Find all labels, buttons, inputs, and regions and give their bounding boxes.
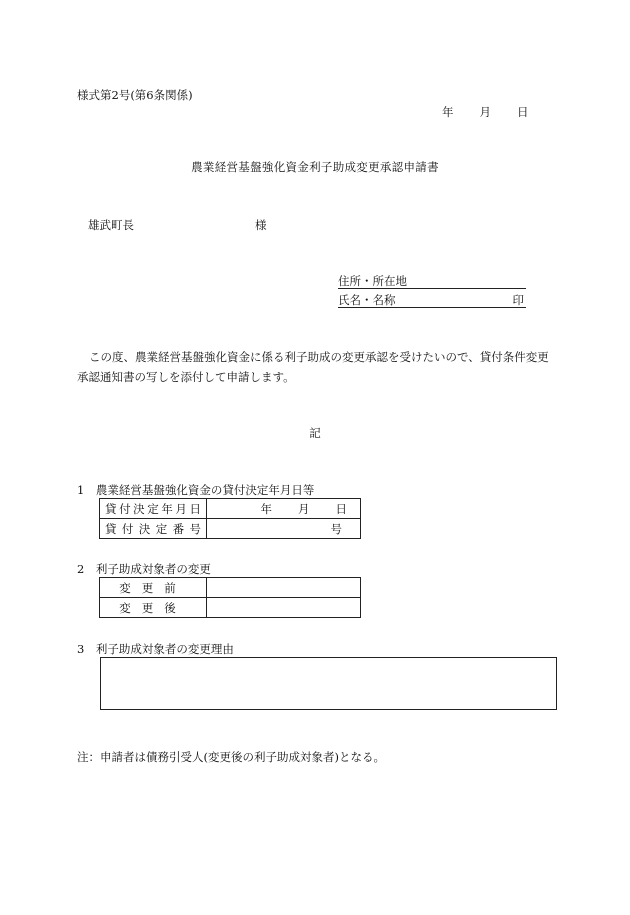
- number-suffix: 号: [330, 521, 342, 536]
- before-change-field[interactable]: [207, 578, 361, 598]
- section-3-heading: 3 利子助成対象者の変更理由: [77, 642, 234, 656]
- after-change-field[interactable]: [207, 598, 361, 618]
- table-row: [100, 598, 361, 618]
- date-month-label: 月: [479, 105, 491, 119]
- loan-month-label: 月: [298, 501, 310, 516]
- date-day-label: 日: [517, 105, 529, 119]
- applicant-address-label: 住所・所在地: [338, 274, 407, 288]
- addressee-name: 雄武町長: [88, 218, 134, 232]
- date-year-label: 年: [442, 105, 454, 119]
- loan-decision-date-label: 貸付決定年月日: [100, 499, 207, 519]
- application-date: [442, 104, 529, 120]
- ki-heading: 記: [309, 426, 321, 440]
- after-change-label: 変更後: [100, 598, 207, 618]
- change-reason-field[interactable]: [100, 657, 557, 710]
- seal-mark: 印: [512, 293, 524, 307]
- loan-decision-table: [99, 498, 361, 539]
- addressee-honorific: 様: [255, 218, 267, 232]
- table-row: [100, 499, 361, 519]
- loan-day-label: 日: [335, 501, 347, 516]
- table-row: [100, 519, 361, 539]
- application-statement: この度、農業経営基盤強化資金に係る利子助成の変更承認を受けたいので、貸付条件変更承認通知書の写しを添付して申請します。: [77, 350, 549, 384]
- applicant-name-field[interactable]: [338, 292, 526, 308]
- applicant-name-label: 氏名・名称: [338, 293, 396, 307]
- subsidy-recipient-change-table: [99, 577, 361, 618]
- section-2-heading: 2 利子助成対象者の変更: [77, 562, 211, 576]
- loan-decision-date-field[interactable]: [207, 499, 361, 519]
- table-row: [100, 578, 361, 598]
- applicant-address-field[interactable]: [338, 273, 526, 289]
- loan-decision-number-field[interactable]: [207, 519, 361, 539]
- document-title: 農業経営基盤強化資金利子助成変更承認申請書: [191, 160, 439, 174]
- section-1-heading: 1 農業経営基盤強化資金の貸付決定年月日等: [77, 483, 315, 497]
- loan-decision-number-label: 貸付決定番号: [100, 519, 207, 539]
- loan-year-label: 年: [260, 501, 272, 516]
- before-change-label: 変更前: [100, 578, 207, 598]
- form-number: 様式第2号(第6条関係): [77, 88, 193, 102]
- footnote: 注：申請者は債務引受人(変更後の利子助成対象者)となる。: [77, 750, 385, 764]
